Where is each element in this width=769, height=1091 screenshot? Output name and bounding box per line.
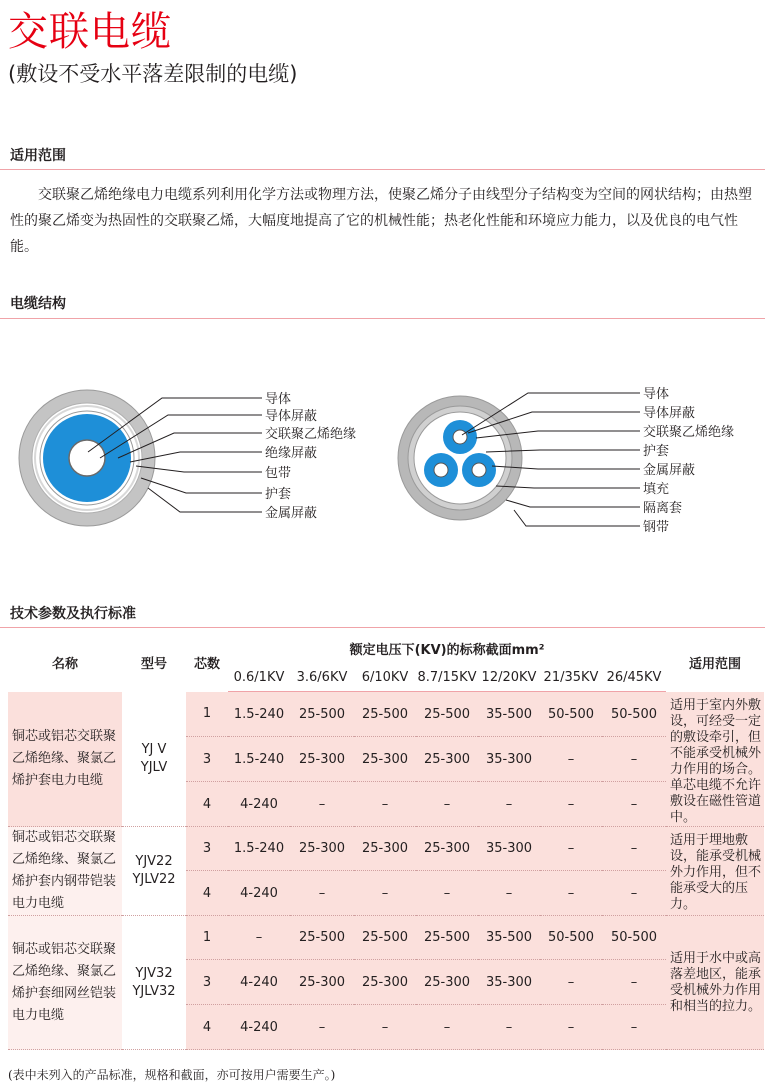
section-value: 25-300 xyxy=(354,827,416,871)
section-value: – xyxy=(290,1005,354,1050)
voltage-header: 12/20KV xyxy=(478,663,540,692)
single-core-cable-icon xyxy=(19,390,155,526)
section-value: 25-500 xyxy=(354,916,416,960)
section-value: 25-500 xyxy=(416,692,478,737)
section-value: – xyxy=(602,871,666,916)
single-core-label: 包带 xyxy=(265,466,292,481)
section-value: – xyxy=(602,827,666,871)
section-value: – xyxy=(478,782,540,827)
section-value: 1.5-240 xyxy=(228,692,290,737)
structure-heading: 电缆结构 xyxy=(10,296,66,312)
cores-value: 1 xyxy=(186,692,228,737)
cable-name: 铜芯或铝芯交联聚乙烯绝缘、聚氯乙烯护套电力电缆 xyxy=(8,692,122,827)
three-core-label: 交联聚乙烯绝缘 xyxy=(643,425,735,440)
section-value: – xyxy=(602,1005,666,1050)
col-header-scope: 适用范围 xyxy=(689,656,742,672)
section-value: – xyxy=(478,871,540,916)
structure-rule xyxy=(0,318,765,319)
section-value: 4-240 xyxy=(228,1005,290,1050)
section-value: – xyxy=(540,871,602,916)
section-value: 1.5-240 xyxy=(228,737,290,782)
params-rule xyxy=(0,627,765,628)
single-core-label: 导体 xyxy=(265,392,292,407)
three-core-label: 导体 xyxy=(643,387,670,402)
section-value: 50-500 xyxy=(602,916,666,960)
table-row xyxy=(8,916,764,960)
section-value: 25-300 xyxy=(354,737,416,782)
section-value: 25-500 xyxy=(290,916,354,960)
section-value: – xyxy=(290,782,354,827)
voltage-header: 26/45KV xyxy=(602,663,666,692)
section-value: 4-240 xyxy=(228,871,290,916)
cable-model: YJV22 YJLV22 xyxy=(122,827,186,916)
section-value: 4-240 xyxy=(228,960,290,1005)
table-row xyxy=(8,827,764,871)
section-value: 4-240 xyxy=(228,782,290,827)
single-core-label: 护套 xyxy=(265,487,292,502)
section-value: 35-300 xyxy=(478,737,540,782)
section-value: 35-500 xyxy=(478,692,540,737)
section-value: – xyxy=(416,871,478,916)
section-value: 35-300 xyxy=(478,960,540,1005)
voltage-header: 0.6/1KV xyxy=(228,663,290,692)
cores-value: 4 xyxy=(186,1005,228,1050)
section-value: 25-300 xyxy=(354,960,416,1005)
cores-value: 4 xyxy=(186,782,228,827)
voltage-header: 3.6/6KV xyxy=(290,663,354,692)
section-value: 25-300 xyxy=(290,827,354,871)
params-table xyxy=(8,633,764,1050)
cores-value: 3 xyxy=(186,827,228,871)
params-heading: 技术参数及执行标准 xyxy=(10,606,136,622)
three-core-label: 钢带 xyxy=(643,520,670,535)
cable-model: YJ V YJLV xyxy=(122,692,186,827)
section-value: 50-500 xyxy=(540,692,602,737)
page-subtitle: (敷设不受水平落差限制的电缆) xyxy=(8,62,298,86)
col-header-voltage-group: 额定电压下(KV)的标称截面mm² xyxy=(349,642,545,658)
section-value: 50-500 xyxy=(602,692,666,737)
section-value: 25-500 xyxy=(290,692,354,737)
voltage-header: 8.7/15KV xyxy=(416,663,478,692)
col-header-name: 名称 xyxy=(51,656,78,672)
section-value: 25-300 xyxy=(416,960,478,1005)
scope-heading: 适用范围 xyxy=(10,148,66,164)
cable-structure-diagram xyxy=(0,370,769,540)
section-value: 25-500 xyxy=(416,916,478,960)
cores-value: 3 xyxy=(186,737,228,782)
three-core-cable-icon xyxy=(398,396,522,520)
section-value: – xyxy=(602,737,666,782)
section-value: 35-500 xyxy=(478,916,540,960)
scope-text: 适用于埋地敷设，能承受机械外力作用，但不能承受大的压力。 xyxy=(666,827,764,916)
section-value: – xyxy=(354,1005,416,1050)
footnote: (表中未列入的产品标准，规格和截面，亦可按用户需要生产。) xyxy=(8,1068,336,1082)
cores-value: 3 xyxy=(186,960,228,1005)
single-core-label: 交联聚乙烯绝缘 xyxy=(265,427,357,442)
section-value: – xyxy=(290,871,354,916)
section-value: – xyxy=(540,782,602,827)
section-value: 25-500 xyxy=(354,692,416,737)
section-value: 25-300 xyxy=(290,960,354,1005)
three-core-label: 金属屏蔽 xyxy=(643,463,696,478)
section-value: – xyxy=(602,782,666,827)
cable-name: 铜芯或铝芯交联聚乙烯绝缘、聚氯乙烯护套内钢带铠装电力电缆 xyxy=(8,827,122,916)
col-header-cores: 芯数 xyxy=(193,656,220,672)
three-core-label: 护套 xyxy=(643,444,670,459)
page-title: 交联电缆 xyxy=(8,9,172,55)
section-value: – xyxy=(478,1005,540,1050)
scope-paragraph: 交联聚乙烯绝缘电力电缆系列利用化学方法或物理方法，使聚乙烯分子由线型分子结构变为空间的网状结构；由热塑性的聚乙烯变为热固性的交联聚乙烯，大幅度地提高了它的机械性能；热老化性能和环境应力能力，以及优良的电气性能。 xyxy=(10,187,752,255)
section-value: 25-300 xyxy=(290,737,354,782)
section-value: – xyxy=(416,782,478,827)
scope-text: 适用于水中或高落差地区，能承受机械外力作用和相当的拉力。 xyxy=(666,916,764,1050)
section-value: 25-300 xyxy=(416,737,478,782)
section-value: – xyxy=(416,1005,478,1050)
section-value: – xyxy=(540,1005,602,1050)
section-value: – xyxy=(228,916,290,960)
table-row xyxy=(8,692,764,737)
single-core-label: 绝缘屏蔽 xyxy=(265,446,318,461)
section-value: – xyxy=(540,827,602,871)
scope-rule xyxy=(0,169,765,170)
section-value: 1.5-240 xyxy=(228,827,290,871)
col-header-model: 型号 xyxy=(140,656,167,672)
cable-name: 铜芯或铝芯交联聚乙烯绝缘、聚氯乙烯护套细网丝铠装电力电缆 xyxy=(8,916,122,1050)
three-core-label: 导体屏蔽 xyxy=(643,406,696,421)
section-value: – xyxy=(540,960,602,1005)
section-value: 35-300 xyxy=(478,827,540,871)
voltage-header: 21/35KV xyxy=(540,663,602,692)
section-value: – xyxy=(540,737,602,782)
section-value: 50-500 xyxy=(540,916,602,960)
cores-value: 1 xyxy=(186,916,228,960)
section-value: – xyxy=(354,871,416,916)
section-value: – xyxy=(354,782,416,827)
scope-text: 适用于室内外敷设，可经受一定的敷设牵引，但不能承受机械外力作用的场合。单芯电缆不允许敷设在磁性管道中。 xyxy=(666,692,764,827)
cable-model: YJV32 YJLV32 xyxy=(122,916,186,1050)
section-value: 25-300 xyxy=(416,827,478,871)
three-core-label: 隔离套 xyxy=(643,501,683,516)
single-core-label: 金属屏蔽 xyxy=(265,506,318,521)
three-core-label: 填充 xyxy=(643,482,670,497)
section-value: – xyxy=(602,960,666,1005)
voltage-header: 6/10KV xyxy=(354,663,416,692)
cores-value: 4 xyxy=(186,871,228,916)
single-core-label: 导体屏蔽 xyxy=(265,409,318,424)
